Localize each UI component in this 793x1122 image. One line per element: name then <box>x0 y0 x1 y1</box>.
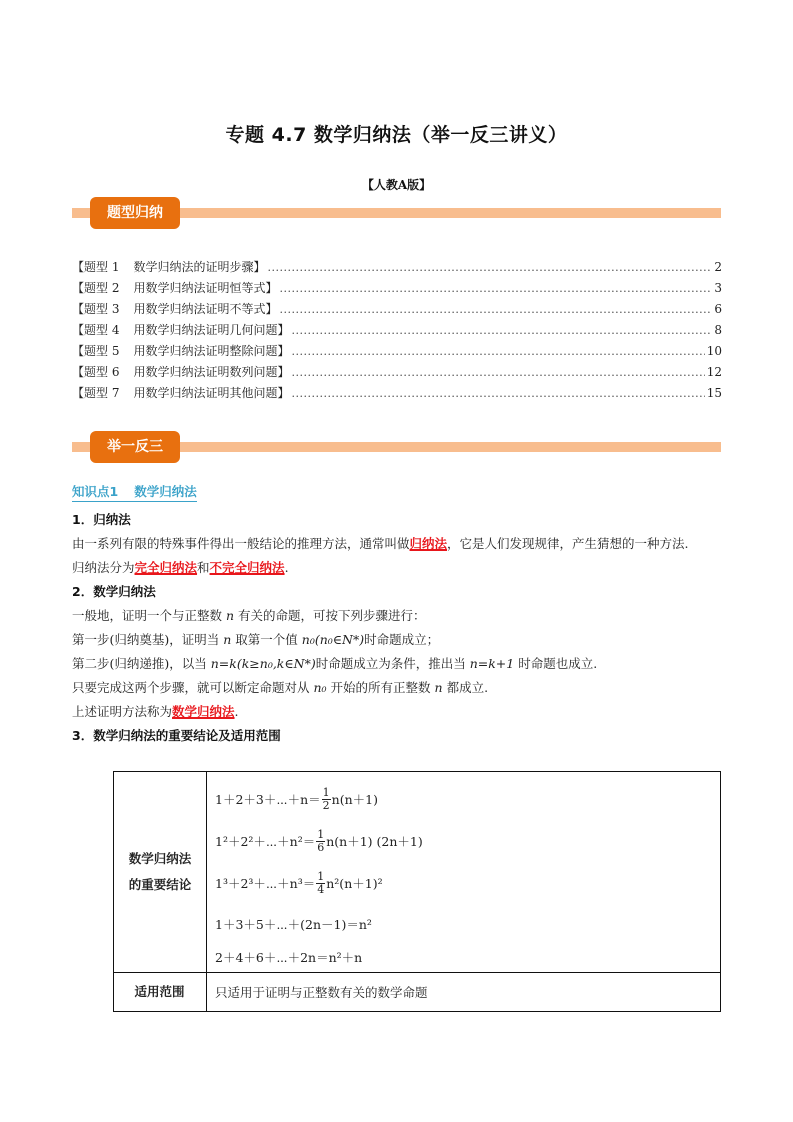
toc-leader-dots <box>291 320 712 341</box>
text: ，它是人们发现规律，产生猜想的一种方法. <box>447 536 689 551</box>
toc-item[interactable] <box>72 299 722 320</box>
fraction-denominator: 6 <box>317 840 325 854</box>
toc-item-page: 10 <box>706 344 722 358</box>
formula-text: 1＋3＋5＋⋯＋(2n－1)＝n² <box>215 917 372 932</box>
math-var: n <box>434 680 443 695</box>
toc-item-number: 【题型 4 <box>72 323 120 337</box>
paragraph <box>72 532 722 556</box>
text: 时命题也成立. <box>518 656 598 671</box>
formula-sum-cubes <box>207 862 720 904</box>
toc-item-title: 用数学归纳法证明整除问题】 <box>133 344 290 358</box>
math-var: n₀ <box>313 680 327 695</box>
text: 上述证明方法称为 <box>72 704 173 719</box>
emphasis-term: 不完全归纳法 <box>209 560 285 575</box>
formula-sum-n <box>207 778 720 820</box>
toc-item-title: 用数学归纳法证明数列问题】 <box>133 365 290 379</box>
toc-item[interactable] <box>72 341 722 362</box>
section-heading-conclusions: 3．数学归纳法的重要结论及适用范围 <box>72 728 281 743</box>
label-line: 数学归纳法 <box>128 851 192 866</box>
row-label-scope: 适用范围 <box>114 973 207 1012</box>
fraction-denominator: 4 <box>317 882 325 896</box>
math-expression: n₀(n₀∈N*) <box>301 632 365 647</box>
paragraph <box>72 556 722 580</box>
section-heading-induction: 1．归纳法 <box>72 512 131 527</box>
text: 和 <box>197 560 210 575</box>
math-expression: n=k+1 <box>469 656 515 671</box>
formula-rhs: n(n＋1) <box>331 792 378 807</box>
content-body <box>72 508 722 748</box>
fraction <box>316 829 325 854</box>
fraction-numerator: 1 <box>322 785 330 799</box>
paragraph <box>72 628 722 652</box>
section-tag-toc: 题型归纳 <box>90 197 180 229</box>
emphasis-term: 完全归纳法 <box>134 560 198 575</box>
formula-rhs: n²(n＋1)² <box>326 876 383 891</box>
formulas-cell <box>207 772 721 973</box>
formula-sum-odd <box>207 904 720 944</box>
fraction <box>322 787 331 812</box>
toc-leader-dots <box>291 362 704 383</box>
fraction-denominator: 2 <box>322 798 330 812</box>
edition-label: 【人教A版】 <box>361 178 432 192</box>
section-tag-practice: 举一反三 <box>90 431 180 463</box>
toc-item[interactable] <box>72 320 722 341</box>
emphasis-term: 归纳法 <box>409 536 448 551</box>
text: 一般地，证明一个与正整数 <box>72 608 223 623</box>
toc-item-page: 8 <box>714 323 722 337</box>
toc-item-number: 【题型 3 <box>72 302 120 316</box>
table-row <box>114 772 721 973</box>
toc-item-title: 用数学归纳法证明其他问题】 <box>133 386 290 400</box>
text: 开始的所有正整数 <box>330 680 431 695</box>
text: 归纳法分为 <box>72 560 135 575</box>
toc-item-number: 【题型 7 <box>72 386 120 400</box>
text: . <box>234 704 239 719</box>
knowledge-point-title: 数学归纳法 <box>134 484 197 499</box>
toc-item-number: 【题型 1 <box>72 260 120 274</box>
toc-item-number: 【题型 2 <box>72 281 120 295</box>
text: 时命题成立； <box>364 632 440 647</box>
toc-item-page: 2 <box>714 260 722 274</box>
toc-item[interactable] <box>72 278 722 299</box>
toc-leader-dots <box>279 299 712 320</box>
paragraph <box>72 604 722 628</box>
text: 第一步(归纳奠基)，证明当 <box>72 632 220 647</box>
document-title: 专题 4.7 数学归纳法（举一反三讲义） <box>225 124 568 146</box>
toc-item-number: 【题型 6 <box>72 365 120 379</box>
toc-leader-dots <box>279 278 712 299</box>
text: 由一系列有限的特殊事件得出一般结论的推理方法，通常叫做 <box>72 536 410 551</box>
toc-item-page: 3 <box>714 281 722 295</box>
toc-leader-dots <box>267 257 712 278</box>
toc-item-page: 6 <box>714 302 722 316</box>
toc-leader-dots <box>291 341 704 362</box>
emphasis-term: 数学归纳法 <box>172 704 235 719</box>
text: 第二步(归纳递推)，以当 <box>72 656 207 671</box>
toc-item-title: 用数学归纳法证明不等式】 <box>133 302 278 316</box>
toc-item-title: 数学归纳法的证明步骤】 <box>133 260 266 274</box>
formula-lhs: 1²＋2²＋⋯＋n²＝ <box>215 834 316 849</box>
math-var: n <box>226 608 235 623</box>
knowledge-point-heading <box>72 482 197 502</box>
toc-leader-dots <box>291 383 704 404</box>
paragraph <box>72 676 722 700</box>
scope-value: 只适用于证明与正整数有关的数学命题 <box>207 973 721 1012</box>
toc-item-page: 15 <box>706 386 722 400</box>
toc-item[interactable] <box>72 383 722 404</box>
section-heading-math-induction: 2．数学归纳法 <box>72 584 156 599</box>
formula-sum-even <box>207 944 720 970</box>
text: . <box>284 560 289 575</box>
math-var: n <box>223 632 232 647</box>
text: 只要完成这两个步骤，就可以断定命题对从 <box>72 680 310 695</box>
formula-rhs: n(n＋1) (2n＋1) <box>326 834 423 849</box>
toc-item-page: 12 <box>706 365 722 379</box>
formula-lhs: 1³＋2³＋⋯＋n³＝ <box>215 876 316 891</box>
fraction <box>316 871 325 896</box>
text: 都成立. <box>446 680 489 695</box>
formula-text: 2＋4＋6＋⋯＋2n＝n²＋n <box>215 950 363 965</box>
toc-item[interactable] <box>72 257 722 278</box>
knowledge-point-label: 知识点1 <box>72 484 119 499</box>
table-row <box>114 973 721 1012</box>
text: 有关的命题，可按下列步骤进行： <box>238 608 426 623</box>
table-of-contents <box>72 257 722 404</box>
paragraph <box>72 652 722 676</box>
paragraph <box>72 700 722 724</box>
row-label-conclusions <box>114 772 207 973</box>
text: 时命题成立为条件，推出当 <box>315 656 466 671</box>
toc-item-number: 【题型 5 <box>72 344 120 358</box>
fraction-numerator: 1 <box>317 827 325 841</box>
toc-item[interactable] <box>72 362 722 383</box>
text: 取第一个值 <box>235 632 298 647</box>
conclusions-table <box>113 771 721 1012</box>
formula-sum-squares <box>207 820 720 862</box>
label-line: 的重要结论 <box>128 877 192 892</box>
fraction-numerator: 1 <box>317 869 325 883</box>
toc-item-title: 用数学归纳法证明恒等式】 <box>133 281 278 295</box>
toc-item-title: 用数学归纳法证明几何问题】 <box>133 323 290 337</box>
formula-lhs: 1＋2＋3＋⋯＋n＝ <box>215 792 321 807</box>
math-expression: n=k(k≥n₀,k∈N*) <box>210 656 316 671</box>
